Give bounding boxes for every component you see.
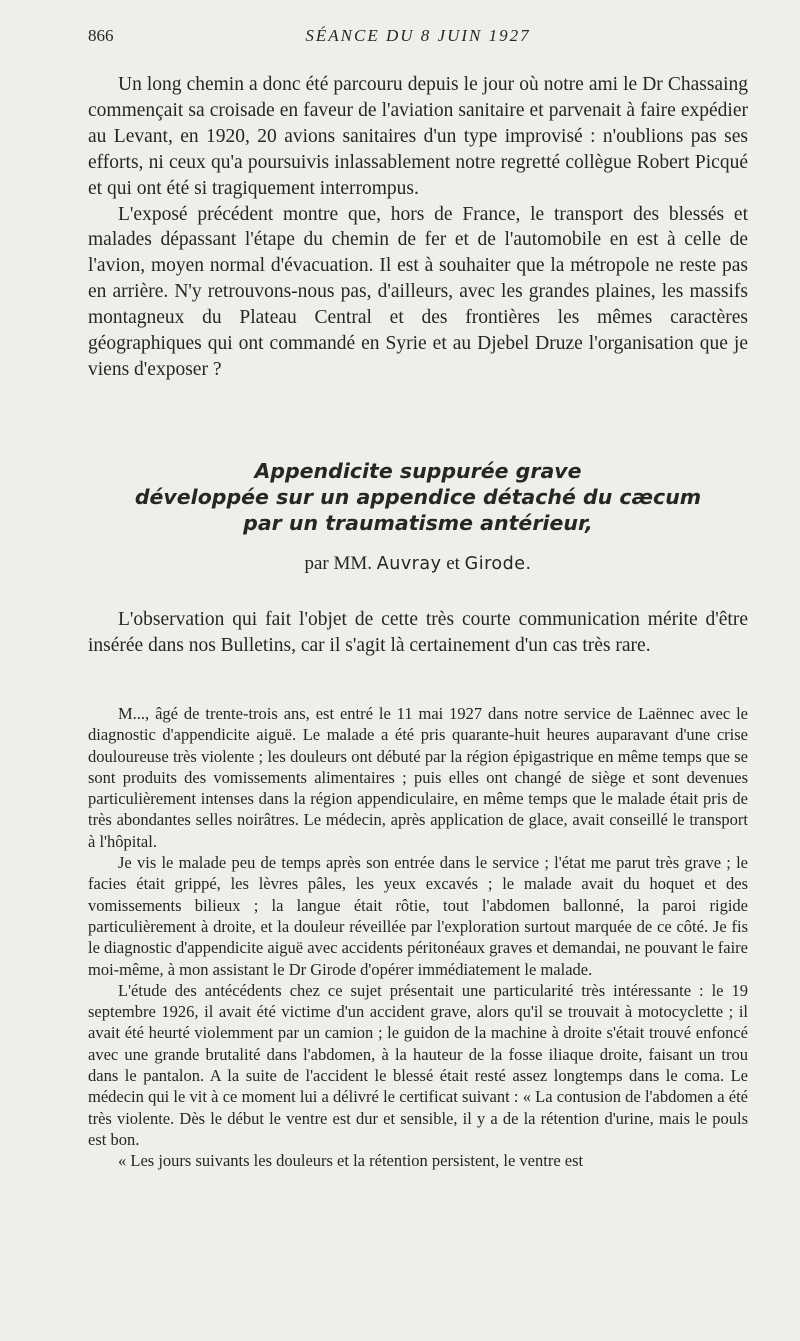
intro-section [88,72,748,383]
paragraph: M..., âgé de trente-trois ans, est entré le 11 mai 1927 dans notre service de Laënnec avec le diagnostic d'appendicite aiguë. Le malade a été pris quarante-huit heures auparavant d'une crise douloureuse très violente ; les douleurs ont débuté par la région épigastrique en même temps que se sont produits des vomissements alimentaires ; puis elles ont changé de siège et sont devenues particulièrement intenses dans la région appendiculaire, en même temps que le malade était pris de très abondantes selles noirâtres. Le médecin, après application de glace, avait conseillé le transport à l'hôpital. [88,704,748,851]
page-number: 866 [88,26,114,45]
byline [88,553,748,575]
running-title: SÉANCE DU 8 JUIN 1927 [305,26,531,45]
paragraph: L'exposé précédent montre que, hors de France, le transport des blessés et malades dépassant l'étape du chemin de fer et de l'automobile en est à celle de l'avion, moyen normal d'évacuation. Il est à souhaiter que la métropole ne reste pas en arrière. N'y retrouvons-nous pas, d'ailleurs, avec les grandes plaines, les massifs montagneux du Plateau Central et des frontières les mêmes caractères géographiques qui ont commandé en Syrie et au Djebel Druze l'organisation que je viens d'exposer ? [88,203,748,380]
article-title-line: développée sur un appendice détaché du cæcum [134,485,702,509]
article-title-line: par un traumatisme antérieur, [243,511,593,535]
paragraph: L'étude des antécédents chez ce sujet présentait une particularité très intéressante : le 19 septembre 1926, il avait été victime d'un accident grave, alors qu'il se trouvait à motocyclette ; il avait été heurté violemment par un camion ; le guidon de la machine à droite s'était trouvé enfoncé avec une grande brutalité dans l'abdomen, à la hauteur de la fosse iliaque droite, faisant un trou dans le pantalon. A la suite de l'accident le blessé était resté assez longtemps dans le coma. Le médecin qui le vit à ce moment lui a délivré le certificat suivant : « La contusion de l'abdomen a été très violente. Dès le début le ventre est dur et sensible, il y a de la rétention d'urine, mais le pouls est bon. [88,980,748,1149]
running-head [88,26,748,50]
article-title-line: Appendicite suppurée grave [254,459,582,483]
lead-section [88,607,748,659]
author-name: Auvray [376,554,442,574]
observation-section [88,703,748,1172]
byline-prefix: par MM. [304,553,372,574]
byline-conjunction: et [446,553,460,574]
paragraph: L'observation qui fait l'objet de cette très courte communication mérite d'être insérée dans nos Bulletins, car il s'agit là certainement d'un cas très rare. [88,609,748,656]
paragraph: Je vis le malade peu de temps après son entrée dans le service ; l'état me parut très grave ; le facies était grippé, les lèvres pâles, les yeux excavés ; le malade avait du hoquet et des vomissements bilieux ; la langue était rôtie, tout l'abdomen ballonné, la paroi rigide particulièrement à droite, et la douleur réveillée par l'exploration surtout marquée de ce côté. Je fis le diagnostic d'appendicite aiguë avec accidents péritonéaux graves et demandai, ne pouvant le faire moi-même, à mon assistant le Dr Girode d'opérer immédiatement le malade. [88,853,748,979]
paragraph: Un long chemin a donc été parcouru depuis le jour où notre ami le Dr Chassaing commençait sa croisade en faveur de l'aviation sanitaire et parvenait à faire expédier au Levant, en 1920, 20 avions sanitaires d'un type improvisé : n'oublions pas ses efforts, ni ceux qu'a poursuivis inlassablement notre regretté collègue Robert Picqué et qui ont été si tragiquement interrompus. [88,74,748,199]
paragraph: « Les jours suivants les douleurs et la rétention persistent, le ventre est [118,1151,584,1171]
author-name: Girode. [464,554,532,574]
article-title [88,458,748,536]
